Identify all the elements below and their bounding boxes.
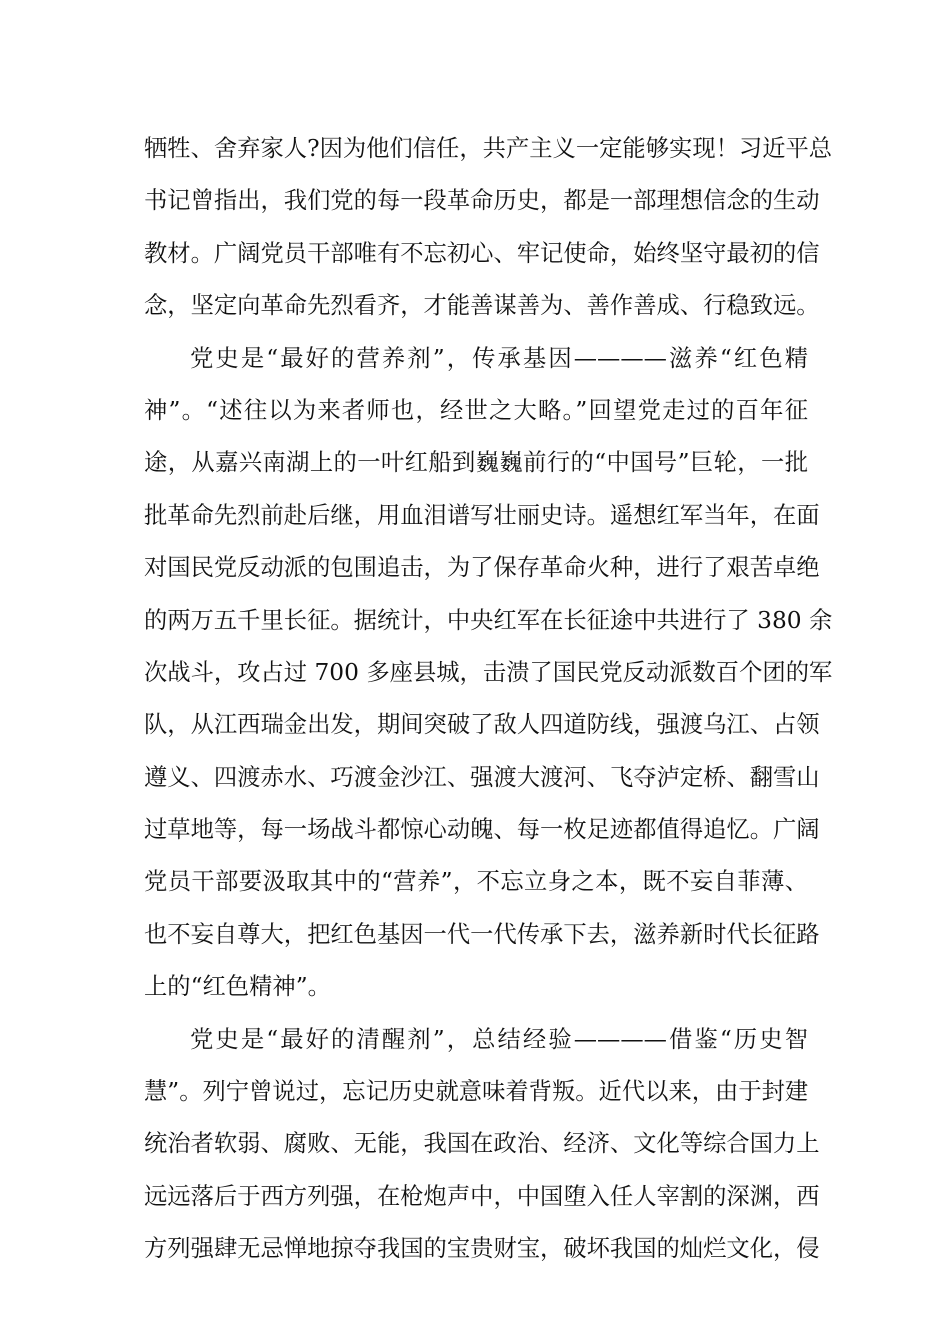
text-line: 批革命先烈前赴后继，用血泪谱写壮丽史诗。遥想红军当年，在面	[144, 501, 820, 529]
paragraph-first-line: 党史是“最好的营养剂”，传承基因————滋养“红色精	[190, 344, 808, 372]
text-line: 党员干部要汲取其中的“营养”，不忘立身之本，既不妄自菲薄、	[144, 868, 808, 896]
text-line: 方列强肆无忌惮地掠夺我国的宝贵财宝，破坏我国的灿烂文化，侵	[144, 1235, 820, 1263]
text-line: 途，从嘉兴南湖上的一叶红船到巍巍前行的“中国号”巨轮，一批	[144, 449, 808, 477]
text-line: 教材。广阔党员干部唯有不忘初心、牢记使命，始终坚守最初的信	[144, 239, 820, 267]
paragraph-last-line: 上的“红色精神”。	[144, 973, 331, 1001]
text-line: 统治者软弱、腐败、无能，我国在政治、经济、文化等综合国力上	[144, 1130, 820, 1158]
paragraph-first-line: 党史是“最好的清醒剂”，总结经验————借鉴“历史智	[190, 1025, 808, 1053]
text-line: 遵义、四渡赤水、巧渡金沙江、强渡大渡河、飞夺泸定桥、翻雪山	[144, 763, 820, 791]
text-line: 念，坚定向革命先烈看齐，才能善谋善为、善作善成、行稳致远。	[144, 292, 820, 320]
text-line: 次战斗，攻占过 700 多座县城，击溃了国民党反动派数百个团的军	[144, 658, 833, 686]
text-line: 书记曾指出，我们党的每一段革命历史，都是一部理想信念的生动	[144, 187, 820, 215]
text-line: 队，从江西瑞金出发，期间突破了敌人四道防线，强渡乌江、占领	[144, 711, 820, 739]
text-line: 过草地等，每一场战斗都惊心动魄、每一枚足迹都值得追忆。广阔	[144, 816, 820, 844]
text-line: 牺牲、舍弃家人?因为他们信任，共产主义一定能够实现！习近平总	[144, 135, 833, 162]
text-line: 对国民党反动派的包围追击，为了保存革命火种，进行了艰苦卓绝	[144, 554, 820, 582]
text-line: 的两万五千里长征。据统计，中央红军在长征途中共进行了 380 余	[144, 606, 833, 634]
document-body	[144, 123, 833, 1276]
text-line: 也不妄自尊大，把红色基因一代一代传承下去，滋养新时代长征路	[144, 920, 820, 948]
text-line: 远远落后于西方列强，在枪炮声中，中国堕入任人宰割的深渊，西	[144, 1182, 820, 1210]
text-line: 神”。“述往以为来者师也，经世之大略。”回望党走过的百年征	[144, 396, 808, 424]
text-line: 慧”。列宁曾说过，忘记历史就意味着背叛。近代以来，由于封建	[144, 1078, 809, 1106]
